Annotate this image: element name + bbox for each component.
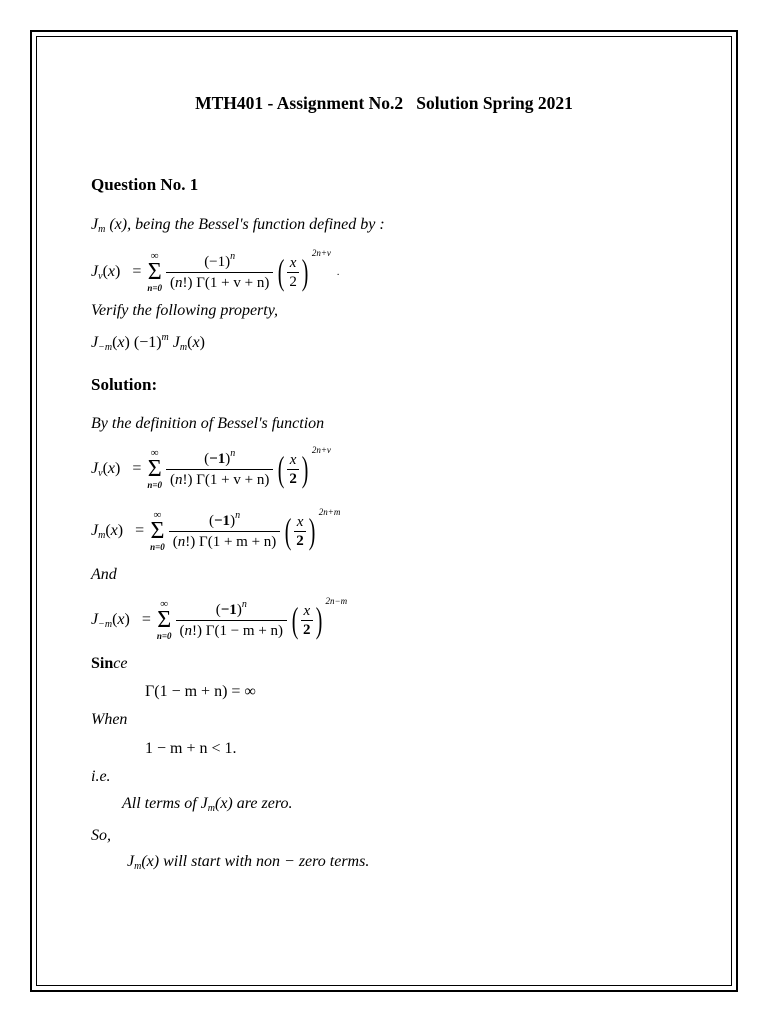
- intro-j: J: [91, 216, 99, 233]
- eq2-power: 2n+v: [311, 445, 331, 455]
- final-b: (x) will start with non − zero terms.: [141, 853, 370, 870]
- all-terms-line: [122, 795, 292, 813]
- all-terms-b: (x) are zero.: [215, 795, 293, 812]
- since-bold: Sin: [91, 655, 114, 672]
- intro-text: (x), being the Bessel's function defined by :: [109, 216, 385, 233]
- eq4-power: 2n−m: [325, 596, 348, 606]
- verify-text: Verify the following property,: [91, 302, 278, 319]
- definition-text: By the definition of Bessel's function: [91, 415, 325, 432]
- since-line: [91, 655, 127, 673]
- solution-heading: Solution:: [91, 375, 158, 394]
- property-lhs-sub: −m: [98, 342, 113, 353]
- intro-line: [91, 216, 385, 234]
- final-line: [127, 853, 369, 871]
- eq1-power: 2n+v: [311, 248, 331, 258]
- so-text: So,: [91, 827, 111, 844]
- eq1-gamma: Γ(1 + v + n): [196, 274, 270, 291]
- property-line: $J_{-m}(x)$ $(-1)^m$ $J_m(x)$: [91, 332, 205, 353]
- equation-definition: $J_v(x)$ = ∞ Σ n=0 $\frac{(-1)^n}{(n!) \Gamma(1 + v + n)}$ ( $\frac{x}{2}$ ) 2n+v .: [91, 248, 340, 293]
- since-italic: ce: [113, 655, 128, 672]
- final-a: J: [127, 853, 135, 870]
- eq3-sub: m: [98, 530, 106, 541]
- equation-jv: $J_v(x)$ = ∞ Σ n=0 $\frac{(-1)^n}{(n!) \Gamma(1 + v + n)}$ ( $\frac{x}{2}$ ) 2n+v: [91, 445, 331, 490]
- eq3-power: 2n+m: [318, 507, 341, 517]
- eq3-gamma: Γ(1 + m + n): [199, 533, 277, 550]
- intro-sub: m: [98, 224, 106, 235]
- eq2-sub: v: [98, 468, 103, 479]
- equation-j-minus-m: $J_{-m}(x)$ = ∞ Σ n=0 $\frac{(-1)^n}{(n!) \Gamma(1 - m + n)}$ ( $\frac{x}{2}$ ) 2n−m: [91, 596, 348, 641]
- condition: 1 − m + n < 1.: [145, 740, 237, 757]
- eq4-sub: −m: [98, 619, 113, 630]
- property-power: m: [161, 332, 169, 343]
- ie-text: i.e.: [91, 768, 111, 785]
- eq1-sub: v: [98, 271, 103, 282]
- all-terms-a: All terms of J: [122, 795, 208, 812]
- gamma-statement: Γ(1 − m + n) = ∞: [145, 683, 256, 700]
- and-text: And: [91, 566, 117, 583]
- when-text: When: [91, 711, 128, 728]
- all-terms-sub: m: [207, 803, 215, 814]
- eq2-gamma: Γ(1 + v + n): [196, 471, 270, 488]
- final-sub: m: [134, 861, 142, 872]
- question-heading: Question No. 1: [91, 175, 199, 194]
- eq4-gamma: Γ(1 − m + n): [205, 622, 284, 639]
- document-title: MTH401 - Assignment No.2 Solution Spring 2021: [195, 93, 573, 113]
- equation-jm: $J_m(x)$ = ∞ Σ n=0 $\frac{(-1)^n}{(n!) \Gamma(1 + m + n)}$ ( $\frac{x}{2}$ ) 2n+m: [91, 507, 341, 552]
